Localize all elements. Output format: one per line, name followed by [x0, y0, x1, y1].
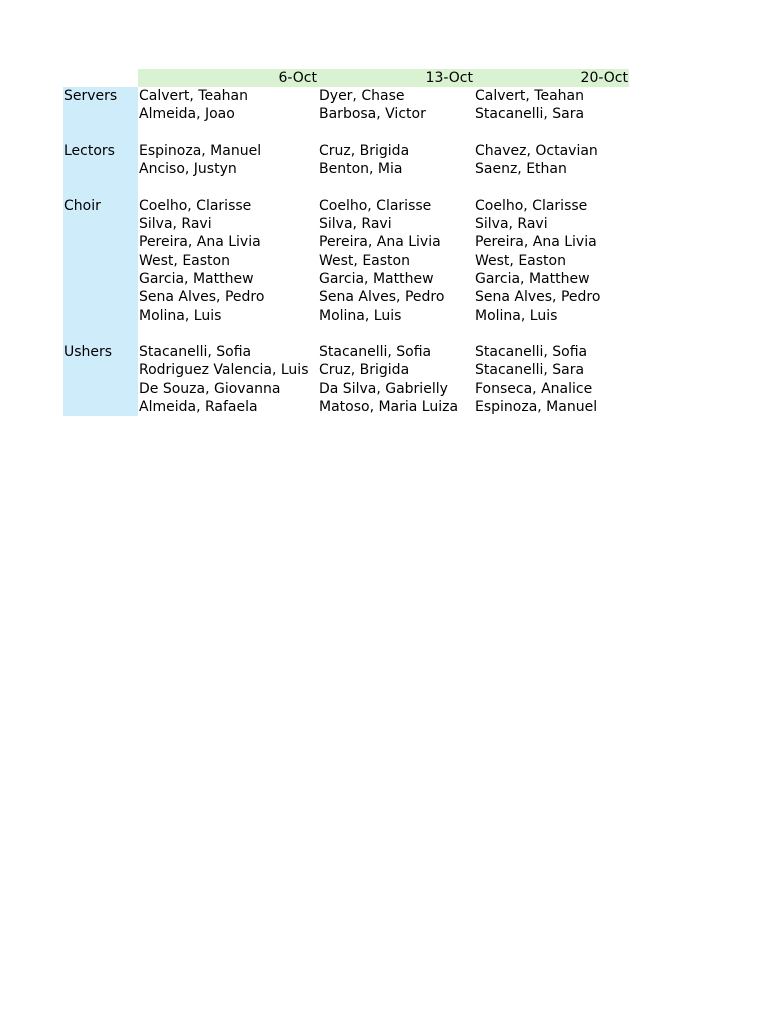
table-row: [63, 288, 629, 306]
table-row: [63, 361, 629, 379]
empty-cell: [318, 124, 474, 142]
role-column-cell: [63, 288, 138, 306]
table-row: [63, 197, 629, 215]
date-header-1: 6-Oct: [138, 69, 318, 87]
assignee-cell: Espinoza, Manuel: [475, 399, 598, 416]
header-corner-cell: [63, 69, 138, 87]
assignee-cell: Pereira, Ana Livia: [139, 234, 261, 251]
empty-cell: [138, 178, 318, 196]
assignee-cell: Barbosa, Victor: [319, 106, 426, 123]
assignee-cell: Stacanelli, Sara: [475, 106, 585, 123]
table-row: [63, 343, 629, 361]
assignee-cell: Sena Alves, Pedro: [319, 289, 445, 306]
role-column-cell: [63, 105, 138, 123]
assignee-cell: Dyer, Chase: [319, 88, 405, 104]
group-spacer-row: [63, 178, 629, 196]
assignee-cell: Silva, Ravi: [139, 216, 212, 233]
role-label: Choir: [63, 197, 138, 215]
assignee-cell: Silva, Ravi: [475, 216, 548, 233]
assignee-cell: Cruz, Brigida: [319, 142, 410, 159]
group-spacer-row: [63, 124, 629, 142]
role-column-cell: [63, 270, 138, 288]
assignee-cell: Calvert, Teahan: [139, 88, 248, 104]
role-column-cell: [63, 215, 138, 233]
table-row: [63, 270, 629, 288]
assignee-cell: Fonseca, Analice: [475, 380, 593, 397]
assignee-cell: Molina, Luis: [139, 307, 222, 324]
assignee-cell: Cruz, Brigida: [319, 362, 410, 379]
assignee-cell: Coelho, Clarisse: [139, 197, 252, 214]
table-row: [63, 105, 629, 123]
assignee-cell: Benton, Mia: [319, 161, 403, 178]
assignee-cell: Chavez, Octavian: [475, 142, 598, 159]
assignee-cell: De Souza, Giovanna: [139, 380, 281, 397]
role-label: Ushers: [63, 343, 138, 361]
role-column-cell: [63, 380, 138, 398]
assignee-cell: West, Easton: [139, 252, 230, 269]
table-row: [63, 380, 629, 398]
table-row: [63, 215, 629, 233]
assignee-cell: Stacanelli, Sofia: [319, 344, 432, 361]
assignee-cell: Pereira, Ana Livia: [475, 234, 597, 251]
table-row: [63, 87, 629, 105]
role-column-cell: [63, 252, 138, 270]
empty-cell: [474, 124, 629, 142]
assignee-cell: Espinoza, Manuel: [139, 142, 262, 159]
table-row: [63, 307, 629, 325]
role-column-cell: [63, 325, 138, 343]
assignee-cell: Coelho, Clarisse: [319, 197, 432, 214]
assignee-cell: Matoso, Maria Luiza: [319, 399, 459, 416]
schedule-body: [63, 69, 629, 416]
assignee-cell: Almeida, Rafaela: [139, 399, 258, 416]
role-column-cell: [63, 307, 138, 325]
assignee-cell: Molina, Luis: [319, 307, 402, 324]
date-header-2: 13-Oct: [318, 69, 474, 87]
empty-cell: [138, 325, 318, 343]
assignee-cell: West, Easton: [475, 252, 566, 269]
empty-cell: [318, 178, 474, 196]
assignee-cell: Stacanelli, Sofia: [139, 344, 252, 361]
role-label: Servers: [63, 87, 138, 105]
assignee-cell: Garcia, Matthew: [319, 270, 434, 287]
assignee-cell: Anciso, Justyn: [139, 161, 237, 178]
assignee-cell: Calvert, Teahan: [475, 88, 584, 104]
table-row: [63, 233, 629, 251]
assignee-cell: Garcia, Matthew: [475, 270, 590, 287]
empty-cell: [318, 325, 474, 343]
assignee-cell: Molina, Luis: [475, 307, 558, 324]
assignee-cell: Stacanelli, Sofia: [475, 344, 588, 361]
assignee-cell: Almeida, Joao: [139, 106, 235, 123]
role-column-cell: [63, 361, 138, 379]
assignee-cell: Garcia, Matthew: [139, 270, 254, 287]
role-label: Lectors: [63, 142, 138, 160]
assignee-cell: Sena Alves, Pedro: [475, 289, 601, 306]
empty-cell: [474, 178, 629, 196]
role-column-cell: [63, 178, 138, 196]
role-column-cell: [63, 160, 138, 178]
table-row: [63, 142, 629, 160]
schedule-table: [63, 69, 629, 416]
assignee-cell: Pereira, Ana Livia: [319, 234, 441, 251]
role-column-cell: [63, 233, 138, 251]
assignee-cell: Saenz, Ethan: [475, 161, 567, 178]
assignee-cell: West, Easton: [319, 252, 410, 269]
schedule-sheet: [63, 69, 629, 416]
date-header-row: [63, 69, 629, 87]
assignee-cell: Stacanelli, Sara: [475, 362, 585, 379]
table-row: [63, 252, 629, 270]
table-row: [63, 160, 629, 178]
assignee-cell: Silva, Ravi: [319, 216, 392, 233]
table-row: [63, 398, 629, 416]
group-spacer-row: [63, 325, 629, 343]
role-column-cell: [63, 124, 138, 142]
assignee-cell: Rodriguez Valencia, Luis: [139, 362, 309, 379]
assignee-cell: Da Silva, Gabrielly: [319, 380, 448, 397]
assignee-cell: Sena Alves, Pedro: [139, 289, 265, 306]
assignee-cell: Coelho, Clarisse: [475, 197, 588, 214]
date-header-3: 20-Oct: [474, 69, 629, 87]
role-column-cell: [63, 398, 138, 416]
empty-cell: [138, 124, 318, 142]
empty-cell: [474, 325, 629, 343]
